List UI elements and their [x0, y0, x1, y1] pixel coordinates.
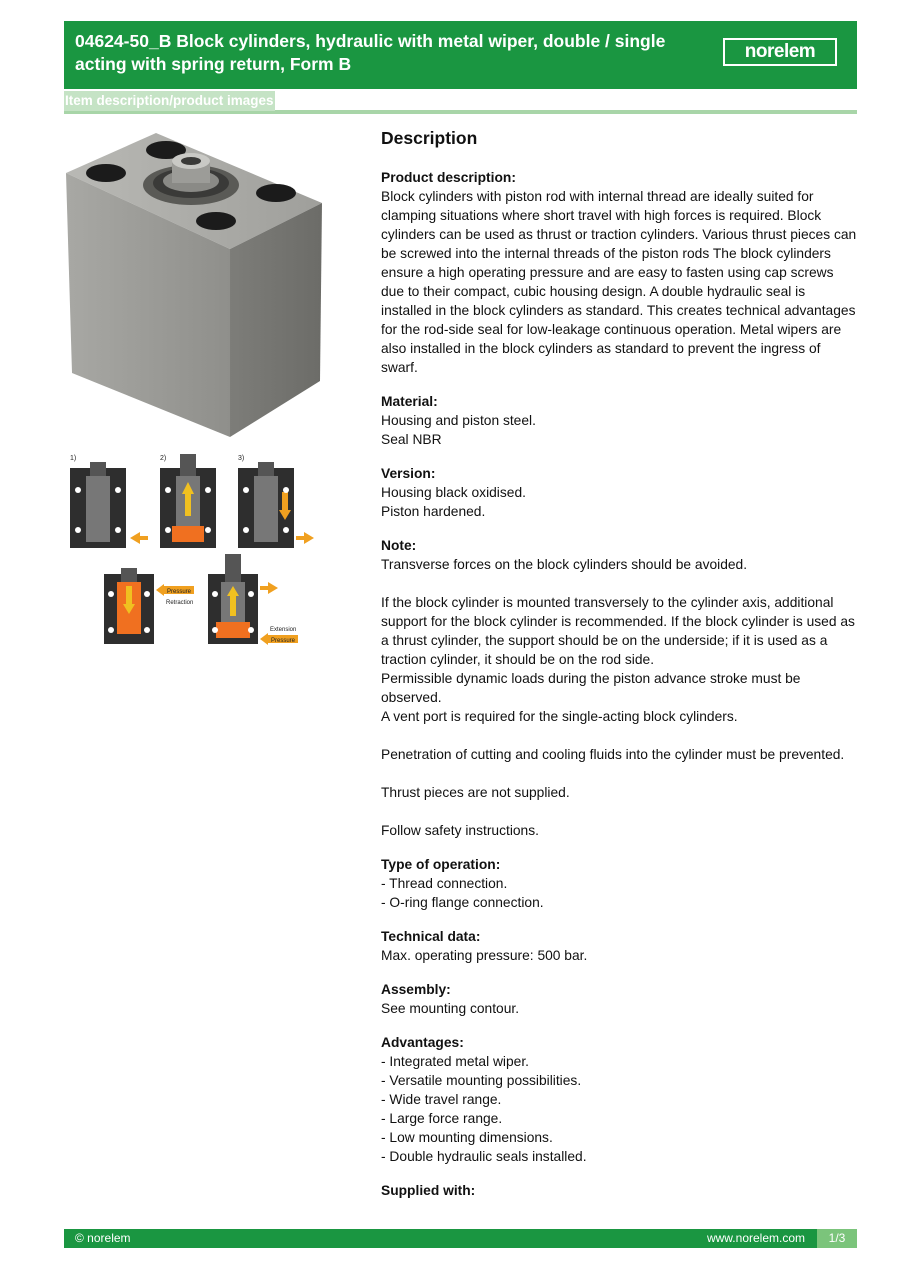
- footer-copyright: © norelem: [75, 1231, 131, 1245]
- section-heading: Material:: [381, 394, 438, 409]
- description-section: [381, 536, 857, 840]
- step-label-3: 3): [238, 455, 245, 462]
- operation-diagram: [64, 448, 324, 658]
- section-text: - Integrated metal wiper. - Versatile mounting possibilities. - Wide travel range. - Large force range. - Low mounting dimensions. - Double hydraulic seals installed.: [381, 1054, 587, 1164]
- page-title: 04624-50_B Block cylinders, hydraulic with metal wiper, double / single acting with spring return, Form B: [75, 31, 666, 74]
- section-label: Item description/product images: [64, 91, 275, 111]
- section-text: Housing black oxidised. Piston hardened.: [381, 485, 526, 519]
- section-text: Max. operating pressure: 500 bar.: [381, 948, 588, 963]
- section-heading: Product description:: [381, 170, 516, 185]
- extension-label: Extension: [270, 627, 297, 633]
- section-text: See mounting contour.: [381, 1001, 520, 1016]
- pressure-label-2: Pressure: [271, 638, 296, 644]
- section-text: Transverse forces on the block cylinders should be avoided. If the block cylinder is mounted transversely to the cylinder axis, additional support for the block cylinder is recommended. If the block cylinder is used as a thrust cylinder, the support should be on the underside; if it is used as a traction cylinder, it should be on the rod side. Permissible dynamic loads during the piston advance stroke must be observed. A vent port is required for the single-acting block cylinders. Penetration of cutting and cooling fluids into the cylinder must be prevented. Thrust pieces are not supplied. Follow safety instructions.: [381, 557, 855, 838]
- description-section: [381, 1033, 857, 1166]
- section-heading: Note:: [381, 538, 417, 553]
- section-heading: Type of operation:: [381, 857, 501, 872]
- section-text: - Thread connection. - O-ring flange connection.: [381, 876, 544, 910]
- description-section: [381, 980, 857, 1018]
- header-bar: [64, 21, 857, 89]
- section-heading: Version:: [381, 466, 436, 481]
- section-heading: Advantages:: [381, 1035, 464, 1050]
- description-section: [381, 168, 857, 377]
- description-section: [381, 927, 857, 965]
- norelem-logo: norelem: [723, 38, 837, 66]
- footer-website-link[interactable]: www.norelem.com: [706, 1231, 805, 1245]
- description-blocks: [381, 168, 857, 1200]
- section-heading: Supplied with:: [381, 1183, 476, 1198]
- footer-bar: [64, 1229, 857, 1248]
- section-heading: Assembly:: [381, 982, 451, 997]
- product-photo: [64, 125, 324, 437]
- description-section: [381, 1181, 857, 1200]
- section-heading: Technical data:: [381, 929, 481, 944]
- retraction-label: Retraction: [166, 600, 194, 606]
- description-title: Description: [381, 128, 478, 148]
- product-images: [64, 125, 324, 663]
- description-section: [381, 392, 857, 449]
- step-label-2: 2): [160, 455, 167, 462]
- section-text: Housing and piston steel. Seal NBR: [381, 413, 536, 447]
- section-text: Block cylinders with piston rod with internal thread are ideally suited for clamping situations where short travel with high forces is required. Block cylinders can be used as thrust or traction cylinders. Various thrust pieces can be screwed into the internal threads of the piston rods The block cylinders ensure a high operating pressure and are easy to fasten using cap screws due to their compact, cubic housing design. A double hydraulic seal is installed in the block cylinders as standard. This creates technical advantages for the rod-side seal for low-leakage continuous operation. Metal wipers are also installed in the block cylinders as standard to prevent the ingress of swarf.: [381, 189, 857, 375]
- description-section: [381, 855, 857, 912]
- description-column: [381, 125, 857, 1215]
- step-label-1: 1): [70, 455, 77, 462]
- page-number: 1/3: [817, 1229, 857, 1248]
- pressure-label-1: Pressure: [167, 589, 192, 595]
- description-section: [381, 464, 857, 521]
